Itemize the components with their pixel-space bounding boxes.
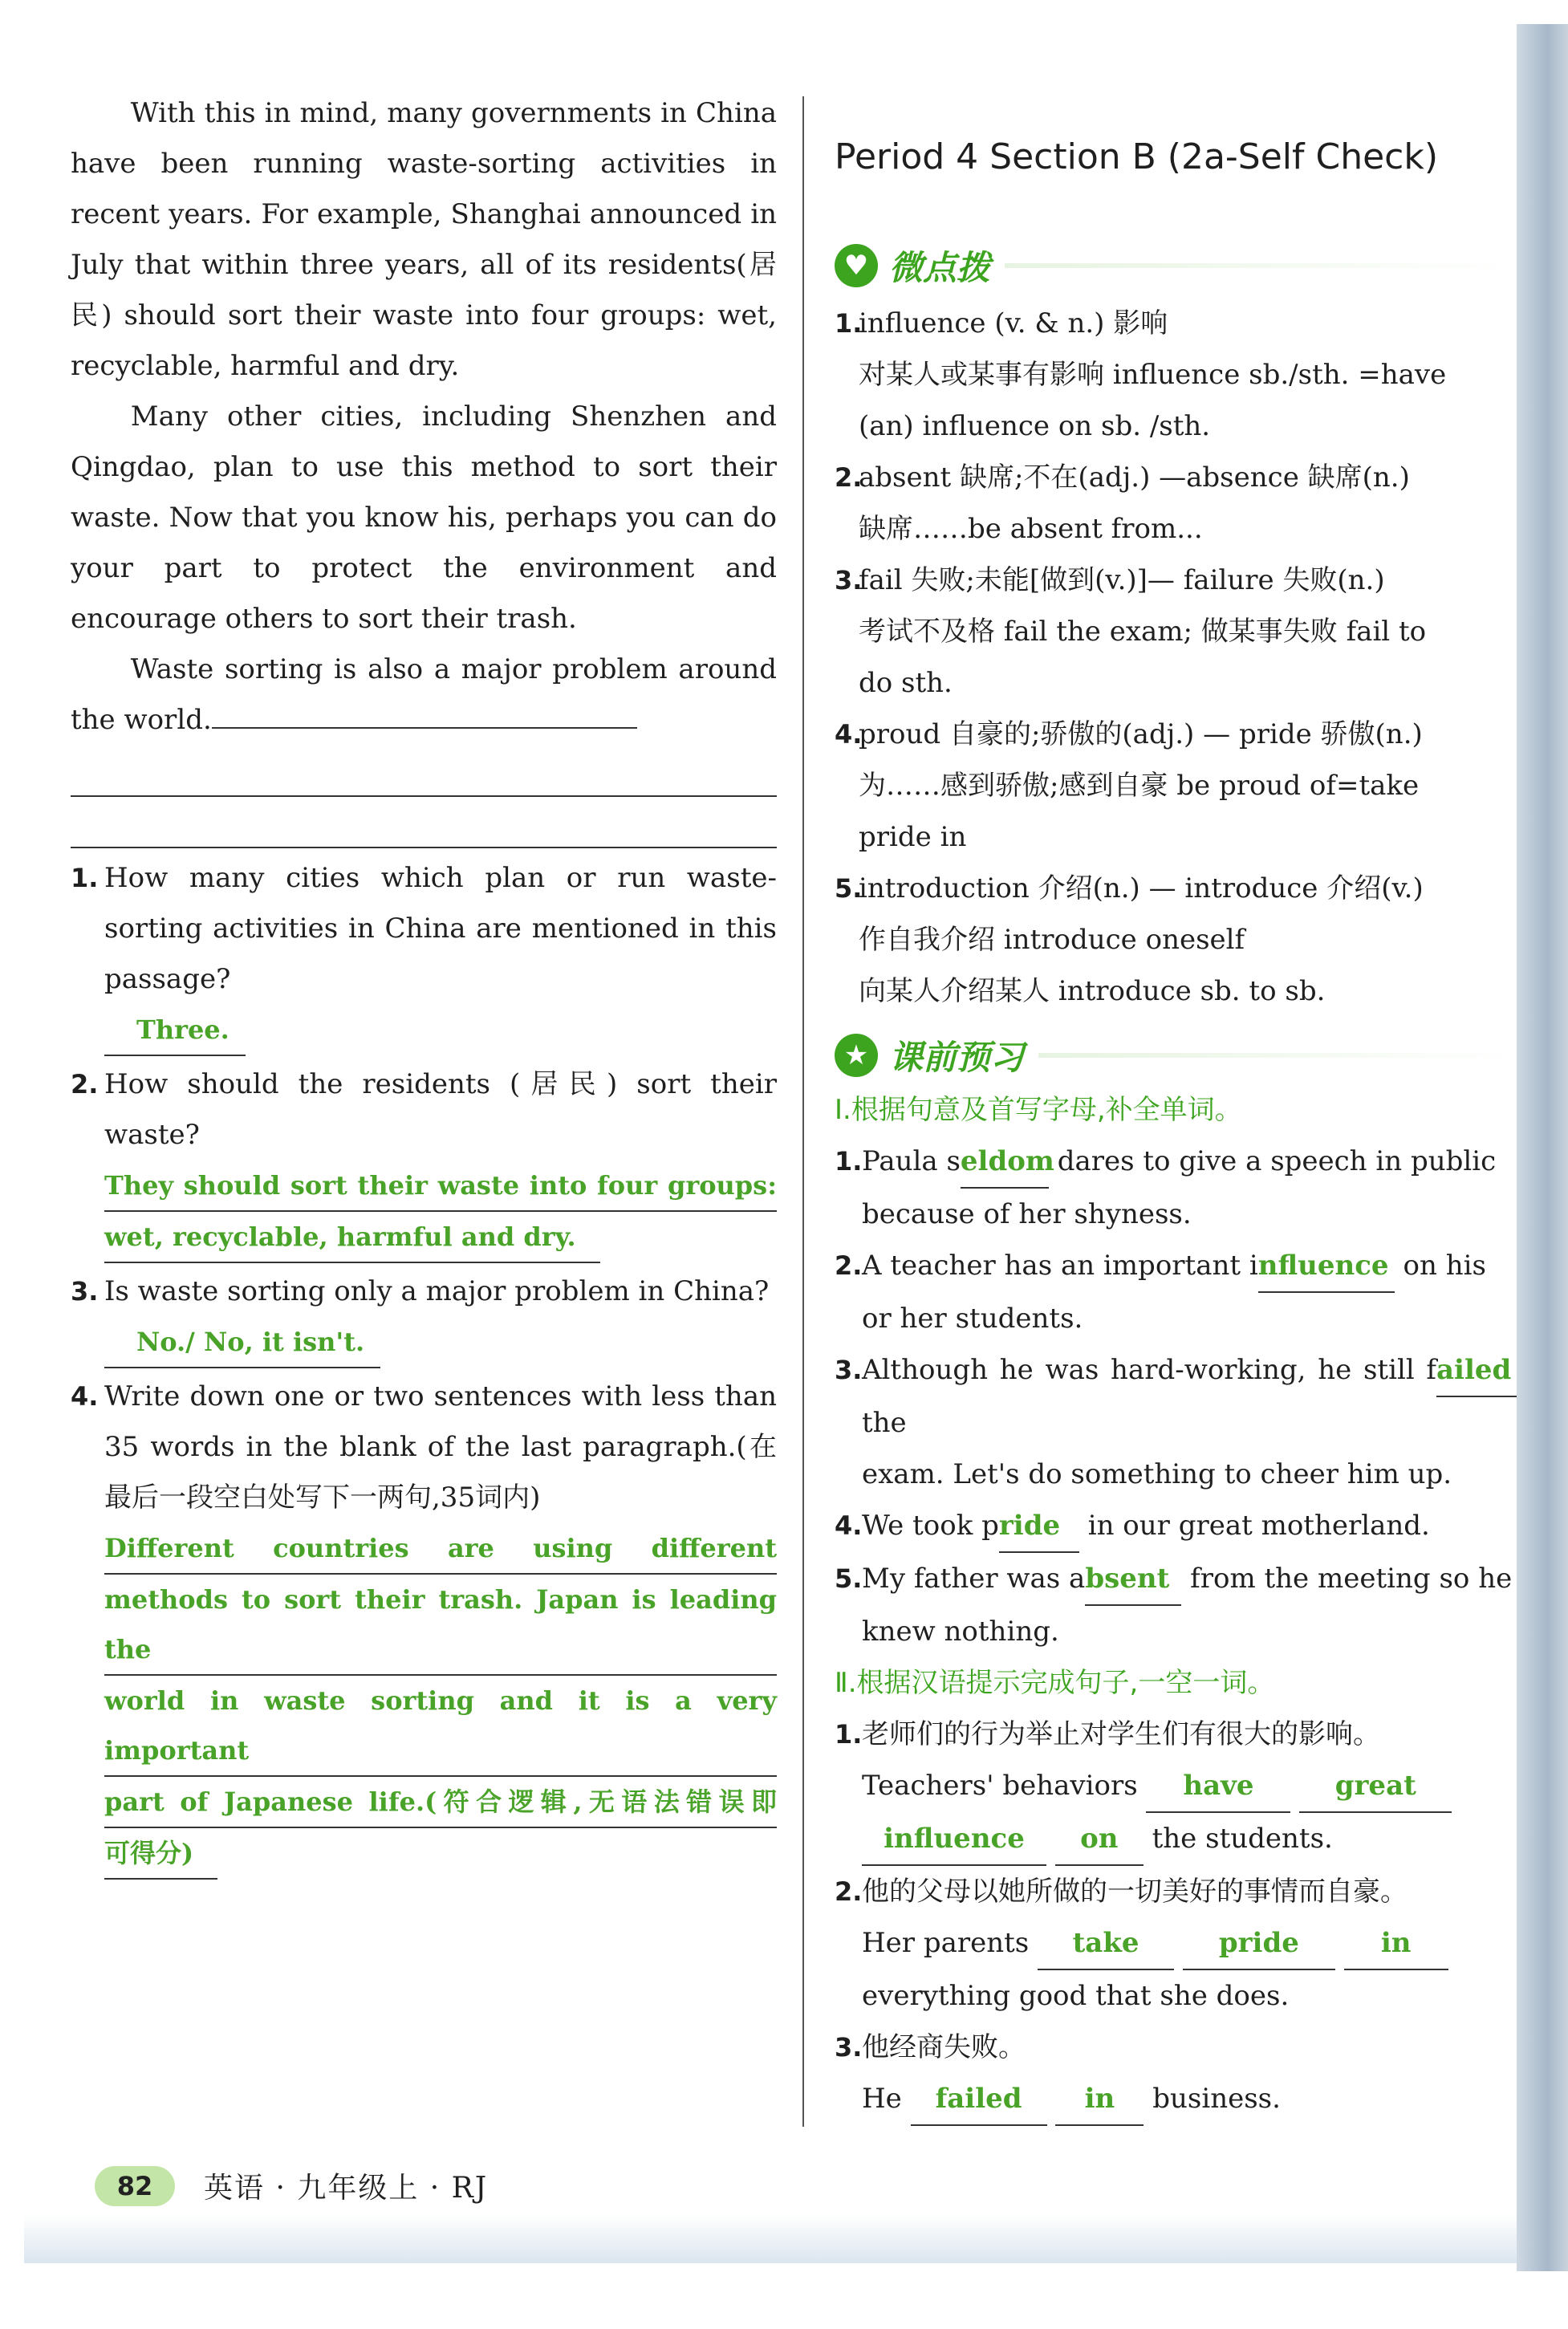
fill-blank[interactable]: influence — [862, 1813, 1046, 1866]
exercise-1-4: 4. We took pride in our great motherland. — [835, 1500, 1517, 1553]
answer-blank-line[interactable] — [71, 797, 777, 848]
fill-blank[interactable]: bsent — [1085, 1553, 1181, 1606]
part-2-heading: Ⅱ.根据汉语提示完成句子,一空一词。 — [835, 1667, 1275, 1699]
passage-paragraph-3: Waste sorting is also a major problem around the world. — [71, 653, 777, 736]
book-info: 英语 · 九年级上 · RJ — [204, 2172, 489, 2205]
question-3: 3. Is waste sorting only a major problem in China? No./ No, it isn't. — [71, 1266, 777, 1368]
section-tips-header: ♥ 微点拨 — [835, 242, 1517, 290]
column-divider — [802, 96, 804, 2127]
right-column — [835, 88, 1517, 2126]
section-preview-header: ★ 课前预习 — [835, 1031, 1517, 1079]
page-footer — [95, 2165, 488, 2206]
point-4: 4. proud 自豪的;骄傲的(adj.) — pride 骄傲(n.) 为……感到骄傲;感到自豪 be proud of=take pride in — [835, 718, 1423, 853]
answer-4: Different countries are using different methods to sort their trash. Japan is leading the world in waste sorting and it is a very important part of Japanese life.(符合逻辑,无语法错误即 可得分) — [104, 1523, 777, 1880]
question-text: How many cities which plan or run waste-sorting activities in China are mentioned in this passage? — [104, 862, 777, 995]
exercise-2-1: 1. 老师们的行为举止对学生们有很大的影响。 Teachers' behaviors have great influence on the students. — [835, 1709, 1517, 1866]
left-column — [71, 88, 777, 1880]
answer-blank[interactable] — [212, 700, 637, 729]
answer-1: Three. — [104, 1005, 246, 1056]
answer-2: They should sort their waste into four groups: wet, recyclable, harmful and dry. — [104, 1160, 777, 1263]
fill-blank[interactable]: great — [1299, 1760, 1452, 1813]
exercise-1-3: 3. Although he was hard-working, he still failed the exam. Let's do something to cheer him up. — [835, 1344, 1517, 1500]
passage-paragraph-2: Many other cities, including Shenzhen and Qingdao, plan to use this method to sort their waste. Now that you know his, perhaps you can do your part to protect the environment and encourage others to sort their trash. — [71, 400, 777, 635]
page-number: 82 — [95, 2166, 175, 2206]
answer-3: No./ No, it isn't. — [104, 1317, 380, 1368]
fill-blank[interactable]: take — [1038, 1917, 1174, 1970]
point-3: 3. fail 失败;未能[做到(v.)]— failure 失败(n.) 考试不及格 fail the exam; 做某事失败 fail to do sth. — [835, 564, 1427, 699]
period-title: Period 4 Section B (2a-Self Check) — [835, 136, 1439, 177]
question-1: 1. How many cities which plan or run waste-sorting activities in China are mentioned in this passage? Three. — [71, 853, 777, 1056]
fill-blank[interactable]: ailed — [1436, 1344, 1517, 1397]
header-bar — [1038, 1053, 1517, 1058]
fill-blank[interactable]: pride — [1183, 1917, 1335, 1970]
header-bar — [1005, 263, 1517, 268]
fill-blank[interactable]: have — [1146, 1760, 1290, 1813]
point-1: 1. influence (v. & n.) 影响 对某人或某事有影响 influence sb./sth. =have (an) influence on sb. /sth. — [835, 307, 1447, 442]
question-2: 2. How should the residents (居民) sort their waste? They should sort their waste into four groups: wet, recyclable, harmful and dry. — [71, 1059, 777, 1263]
question-4: 4. Write down one or two sentences with less than 35 words in the blank of the last paragraph.(在最后一段空白处写下一两句,35词内) Different countries are using different methods to sort their trash. Japan is leading the world in waste sorting and it is a very important part of Japanese life.(符合逻辑,无语法错误即 可得分) — [71, 1372, 777, 1880]
fill-blank[interactable]: eldom — [961, 1136, 1049, 1189]
fill-blank[interactable]: in — [1344, 1917, 1448, 1970]
fill-blank[interactable]: on — [1055, 1813, 1144, 1866]
question-text: How should the residents (居民) sort their waste? — [104, 1068, 777, 1151]
exercise-1-1: 1. Paula seldom dares to give a speech in public because of her shyness. — [835, 1136, 1517, 1240]
exercise-1-5: 5. My father was absent from the meeting so he knew nothing. — [835, 1553, 1517, 1657]
question-text: Is waste sorting only a major problem in China? — [104, 1275, 770, 1307]
part-1-heading: Ⅰ.根据句意及首写字母,补全单词。 — [835, 1094, 1242, 1126]
page-bottom-edge — [24, 2215, 1517, 2263]
heart-icon: ♥ — [835, 244, 878, 287]
point-2: 2. absent 缺席;不在(adj.) —absence 缺席(n.) 缺席……be absent from... — [835, 461, 1410, 545]
passage-paragraph-1: With this in mind, many governments in China have been running waste-sorting activities in recent years. For example, Shanghai announced in July that within three years, all of its residents(居民) should sort their waste into four groups: wet, recyclable, harmful and dry. — [71, 97, 777, 382]
exercise-2-3: 3. 他经商失败。 He failed in business. — [835, 2022, 1517, 2126]
fill-blank[interactable]: nfluence — [1258, 1240, 1395, 1293]
exercise-2-2: 2. 他的父母以她所做的一切美好的事情而自豪。 Her parents take pride in everything good that she does. — [835, 1866, 1517, 2022]
exercise-1-2: 2. A teacher has an important influence on his or her students. — [835, 1240, 1517, 1344]
question-text: Write down one or two sentences with less than 35 words in the blank of the last paragraph.(在最后一段空白处写下一两句,35词内) — [104, 1380, 777, 1514]
point-5: 5. introduction 介绍(n.) — introduce 介绍(v.) 作自我介绍 introduce oneself 向某人介绍某人 introduce sb. to sb. — [835, 872, 1424, 1007]
fill-blank[interactable]: ride — [999, 1500, 1079, 1553]
star-icon: ★ — [835, 1034, 878, 1077]
fill-blank[interactable]: in — [1055, 2073, 1144, 2126]
fill-blank[interactable]: failed — [911, 2073, 1047, 2126]
answer-blank-line[interactable] — [71, 746, 777, 797]
book-spine — [1517, 24, 1568, 2271]
